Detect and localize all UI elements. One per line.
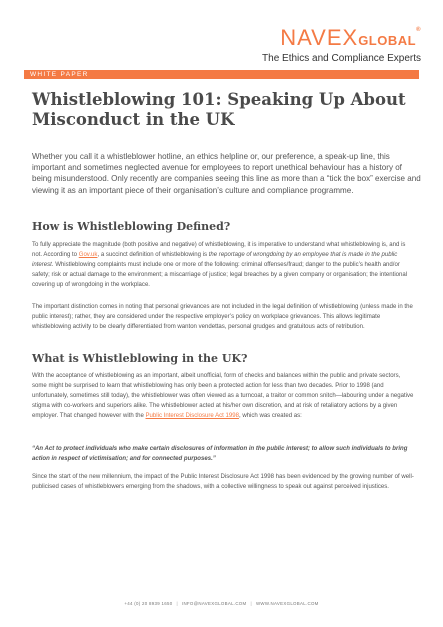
definition-paragraph — [32, 241, 416, 291]
footer-separator: | — [176, 601, 178, 606]
uk-history-text-a: With the acceptance of whistleblowing as an important, albeit unofficial, form of checks and balances within the public and private sectors, some might be surprised to learn that whistleblowing has only been a protected action for less than two decades. Prior to 1998 (and unfortunately, sometimes still today), the whistleblower was often viewed as a turncoat, a traitor or common snitch—labouring under a negative stigma with co-workers and superiors alike. The whistleblower acted at his/her own discretion, and at risk of retaliatory actions by a given employer. That changed however with the — [32, 373, 414, 419]
gov-uk-link[interactable]: Gov.uk — [78, 251, 98, 258]
uk-history-paragraph — [32, 372, 416, 422]
footer-phone: +44 (0) 20 8939 1650 — [124, 601, 173, 606]
logo-tagline: The Ethics and Compliance Experts — [262, 53, 421, 64]
section-heading-uk: What is Whistleblowing in the UK? — [32, 352, 248, 365]
grievance-paragraph: The important distinction comes in noting that personal grievances are not included in the legal definition of whistleblowing (unless made in the public interest); rather, they are considered under the respective employer’s policy on workplace grievances. This allows legitimate whistleblowing activity to be clearly differentiated from wanton vendettas, personal grudges and gratuitous acts of retribution. — [32, 304, 413, 330]
footer-email[interactable]: INFO@NAVEXGLOBAL.COM — [181, 601, 247, 606]
white-paper-label: WHITE PAPER — [30, 71, 89, 78]
definition-text-b: , a succinct definition of whistleblowing is — [97, 251, 209, 258]
footer-website[interactable]: WWW.NAVEXGLOBAL.COM — [255, 601, 319, 606]
logo-navex: NAVEX — [280, 25, 359, 50]
navex-global-logo — [221, 27, 421, 64]
act-quote: “An Act to protect individuals who make certain disclosures of information in the public interest; to allow such individuals to bring action in respect of victimisation; and for connected purposes.” — [32, 446, 408, 462]
definition-text-c: . Whistleblowing complaints must include one or more of the following: criminal offenses/fraud; danger to the public’s health and/or safety; risk or actual damage to the environment; a miscarriage of justice; legal breaches by a given company or organisation; the intentional covering up of wrongdoing in the workplace. — [32, 261, 408, 288]
document-title: Whistleblowing 101: Speaking Up About Misconduct in the UK — [32, 90, 406, 129]
footer-separator: | — [250, 601, 252, 606]
millennium-paragraph: Since the start of the new millennium, the impact of the Public Interest Disclosure Act 1998 has been evidenced by the growing number of well-publicised cases of whistleblowers emerging from the shadows, with a collective willingness to speak out against perceived injustices. — [32, 474, 414, 490]
section-heading-definition: How is Whistleblowing Defined? — [32, 220, 231, 233]
intro-paragraph: Whether you call it a whistleblower hotline, an ethics helpline or, our preference, a speak-up line, this important and sometimes neglected avenue for employees to report unethical behaviour has a history of being misunderstood. Only recently are companies seeing this line as more than a “tick the box” exercise and viewing it as an important piece of their organisation’s culture and compliance programme. — [32, 152, 421, 195]
logo-global: GLOBAL — [358, 33, 417, 48]
page-footer — [0, 601, 443, 606]
white-paper-band — [24, 70, 419, 79]
uk-history-text-b: , which was created as: — [238, 412, 302, 419]
pida-1998-link[interactable]: Public Interest Disclosure Act 1998 — [145, 412, 239, 419]
definition-text-a: To fully appreciate the magnitude (both positive and negative) of whistleblowing, it is imperative to understand what whistleblowing is, and is not. According to — [32, 242, 406, 258]
logo-registered-mark: ® — [416, 27, 421, 33]
definition-emphasis: the reportage of wrongdoing by an employee that is made in the public interest — [32, 251, 398, 268]
